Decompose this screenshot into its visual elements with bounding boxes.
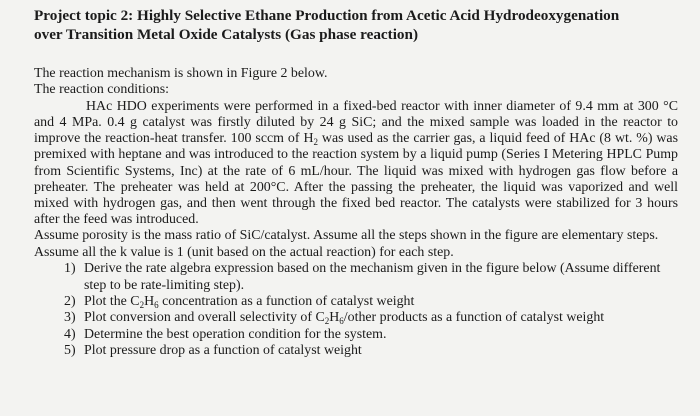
task-item xyxy=(64,294,678,310)
task-number: 1) xyxy=(64,261,76,277)
task-text: Plot pressure drop as a function of catalyst weight xyxy=(84,343,362,359)
task-item xyxy=(64,327,678,343)
task-number: 3) xyxy=(64,310,76,326)
document-title xyxy=(34,6,678,44)
task-list xyxy=(34,261,678,359)
intro-text xyxy=(34,66,678,99)
task-number: 4) xyxy=(64,326,76,342)
task-number: 2) xyxy=(64,294,76,310)
title-line-1: Project topic 2: Highly Selective Ethane Production from Acetic Acid Hydrodeoxygenation xyxy=(34,7,620,24)
task-item xyxy=(64,261,678,294)
task-text: Plot the $C_2H_6$ concentration as a function of catalyst weight xyxy=(84,294,415,311)
task-number: 5) xyxy=(64,343,76,359)
title-line-2: over Transition Metal Oxide Catalysts (Gas phase reaction) xyxy=(34,26,419,43)
intro-line-2: The reaction conditions: xyxy=(34,82,170,98)
task-text: Plot conversion and overall selectivity of $C_2H_6$/other products as a function of catalyst weight xyxy=(84,310,605,327)
intro-line-1: The reaction mechanism is shown in Figure 2 below. xyxy=(34,66,328,81)
task-text: Determine the best operation condition for the system. xyxy=(84,326,387,342)
reaction-conditions-paragraph: HAc HDO experiments were performed in a fixed-bed reactor with inner diameter of 9.4 mm at 300 °C and 4 MPa. 0.4 g catalyst was firstly diluted by 24 g SiC; and the mixed sample was loaded in the reactor to improve the reaction-heat transfer. 100 sccm of $H_2$ was used as the carrier gas, a liquid feed of HAc (8 wt. %) was premixed with heptane and was introduced to the reaction system by a liquid pump (Series I Metering HPLC Pump from Scientific Systems, Inc) at the rate of 6 mL/hour. The liquid was mixed with hydrogen gas flow before a preheater. The preheater was held at 200°C. After the passing the preheater, the liquid was vaporized and well mixed with hydrogen gas, and then went through the fixed bed reactor. The catalysts were stabilized for 3 hours after the feed was introduced. xyxy=(34,98,678,228)
assumptions-text: Assume porosity is the mass ratio of SiC/catalyst. Assume all the steps shown in the figure are elementary steps. Assume all the k value is 1 (unit based on the actual reaction) for each step. xyxy=(34,228,659,260)
task-text: Derive the rate algebra expression based on the mechanism given in the figure below (Assume different step to be rate-limiting step). xyxy=(84,261,661,293)
spacer xyxy=(34,44,678,66)
task-item xyxy=(64,343,678,359)
task-item xyxy=(64,310,678,326)
